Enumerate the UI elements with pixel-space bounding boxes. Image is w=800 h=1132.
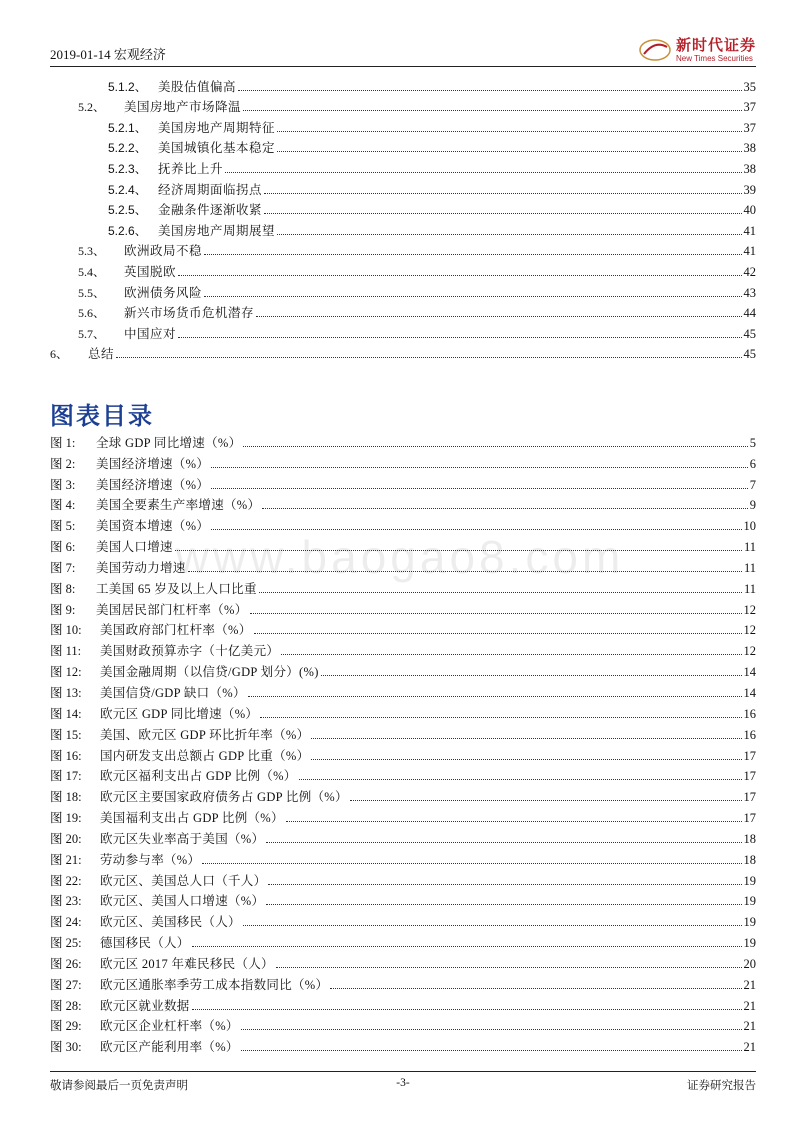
- toc-entry-title: 总结: [88, 347, 115, 362]
- toc-entry-number: 5.3、: [78, 244, 106, 259]
- dot-leader: [259, 592, 742, 593]
- figure-label: 图 29:: [50, 1019, 82, 1034]
- toc-entry[interactable]: [50, 95, 756, 116]
- figure-entry[interactable]: [50, 638, 756, 659]
- figures-heading: 图表目录: [50, 402, 154, 430]
- figure-page: 19: [743, 894, 756, 909]
- header-date: 2019-01-14: [50, 47, 111, 62]
- footer-disclaimer: 敬请参阅最后一页免责声明: [50, 1080, 188, 1092]
- dot-leader: [321, 675, 742, 676]
- figure-entry[interactable]: [50, 868, 756, 889]
- figure-entry[interactable]: [50, 451, 756, 472]
- figure-title: 欧元区 GDP 同比增速（%）: [100, 706, 259, 721]
- figure-page: 21: [743, 1019, 756, 1034]
- dot-leader: [286, 821, 742, 822]
- figure-label: 图 20:: [50, 831, 82, 846]
- figure-label: 图 16:: [50, 748, 82, 763]
- toc-entry-number: 5.2.2、: [108, 141, 147, 156]
- dot-leader: [277, 151, 741, 152]
- figure-label: 图 1:: [50, 435, 76, 450]
- dot-leader: [250, 613, 742, 614]
- figure-entry[interactable]: [50, 680, 756, 701]
- figure-title: 德国移民（人）: [100, 936, 190, 951]
- figure-entry[interactable]: [50, 472, 756, 493]
- dot-leader: [238, 90, 741, 91]
- toc-entry[interactable]: [50, 301, 756, 322]
- figure-page: 12: [743, 602, 756, 617]
- figure-label: 图 15:: [50, 727, 82, 742]
- dot-leader: [211, 488, 748, 489]
- figure-entry[interactable]: [50, 659, 756, 680]
- figure-page: 14: [743, 665, 756, 680]
- toc-entry[interactable]: [50, 136, 756, 157]
- toc-entry[interactable]: [50, 177, 756, 198]
- dot-leader: [256, 316, 741, 317]
- toc-entry-page: 42: [743, 264, 756, 279]
- figure-page: 11: [743, 540, 756, 555]
- dot-leader: [192, 946, 742, 947]
- figure-label: 图 19:: [50, 811, 82, 826]
- figure-entry[interactable]: [50, 576, 756, 597]
- figure-entry[interactable]: [50, 784, 756, 805]
- figure-page: 18: [743, 831, 756, 846]
- toc-entry-title: 经济周期面临拐点: [158, 182, 263, 197]
- figure-page: 14: [743, 685, 756, 700]
- watermark: www.baogao8.com: [175, 531, 625, 583]
- figure-title: 欧元区、美国移民（人）: [100, 915, 241, 930]
- dot-leader: [268, 884, 741, 885]
- toc-entry[interactable]: [50, 198, 756, 219]
- figure-label: 图 6:: [50, 540, 76, 555]
- dot-leader: [281, 654, 741, 655]
- figure-title: 美国劳动力增速: [96, 560, 186, 575]
- dot-leader: [260, 717, 741, 718]
- toc-entry-number: 5.6、: [78, 306, 106, 321]
- toc-entry-page: 37: [743, 120, 756, 135]
- figure-entry[interactable]: [50, 701, 756, 722]
- dot-leader: [311, 759, 741, 760]
- figure-title: 欧元区、美国人口增速（%）: [100, 894, 265, 909]
- figure-entry[interactable]: [50, 764, 756, 785]
- table-of-contents: [50, 74, 756, 362]
- dot-leader: [277, 131, 741, 132]
- toc-entry-page: 37: [743, 100, 756, 115]
- toc-entry-title: 美国房地产周期特征: [158, 120, 276, 135]
- dot-leader: [266, 904, 741, 905]
- figure-page: 19: [743, 936, 756, 951]
- figure-title: 美国居民部门杠杆率（%）: [96, 602, 248, 617]
- toc-entry-number: 5.2、: [78, 100, 106, 115]
- toc-entry-page: 41: [743, 244, 756, 259]
- toc-entry-page: 38: [743, 161, 756, 176]
- figure-title: 美国财政预算赤字（十亿美元）: [100, 644, 280, 659]
- dot-leader: [254, 633, 742, 634]
- figure-entry[interactable]: [50, 493, 756, 514]
- toc-entry-title: 美国房地产市场降温: [124, 100, 242, 115]
- toc-entry[interactable]: [50, 280, 756, 301]
- figure-title: 欧元区通胀率季劳工成本指数同比（%）: [100, 977, 329, 992]
- toc-entry-number: 5.7、: [78, 326, 106, 341]
- figure-entry[interactable]: [50, 847, 756, 868]
- toc-entry-title: 欧洲政局不稳: [124, 244, 203, 259]
- dot-leader: [330, 988, 741, 989]
- toc-entry[interactable]: [50, 239, 756, 260]
- figure-title: 美国全要素生产率增速（%）: [96, 498, 261, 513]
- footer-report-type: 证券研究报告: [687, 1080, 756, 1092]
- dot-leader: [264, 213, 741, 214]
- figure-label: 图 18:: [50, 790, 82, 805]
- header-text: [50, 44, 166, 63]
- toc-entry-title: 新兴市场货币危机潜存: [124, 306, 255, 321]
- figure-entry[interactable]: [50, 555, 756, 576]
- toc-entry-title: 英国脱欧: [124, 264, 177, 279]
- figure-page: 21: [743, 977, 756, 992]
- toc-entry-number: 5.4、: [78, 264, 106, 279]
- figure-entry[interactable]: [50, 722, 756, 743]
- figure-page: 21: [743, 998, 756, 1013]
- figure-entry[interactable]: [50, 513, 756, 534]
- header-category: 宏观经济: [113, 47, 166, 62]
- dot-leader: [192, 1009, 742, 1010]
- toc-entry-number: 5.2.6、: [108, 223, 147, 238]
- figure-title: 欧元区 2017 年难民移民（人）: [100, 956, 274, 971]
- figure-title: 欧元区企业杠杆率（%）: [100, 1019, 239, 1034]
- dot-leader: [243, 110, 741, 111]
- dot-leader: [299, 779, 742, 780]
- dot-leader: [243, 446, 747, 447]
- figure-page: 11: [743, 560, 756, 575]
- figure-label: 图 27:: [50, 977, 82, 992]
- figure-label: 图 17:: [50, 769, 82, 784]
- figure-page: 17: [743, 790, 756, 805]
- figure-label: 图 24:: [50, 915, 82, 930]
- logo-mark-icon: [638, 38, 672, 62]
- figure-page: 17: [743, 811, 756, 826]
- figure-page: 20: [743, 956, 756, 971]
- figure-label: 图 26:: [50, 956, 82, 971]
- logo-name-en: New Times Securities: [675, 53, 753, 63]
- toc-entry-title: 美国城镇化基本稳定: [158, 141, 276, 156]
- figure-label: 图 28:: [50, 998, 82, 1013]
- figure-entry[interactable]: [50, 805, 756, 826]
- toc-entry-title: 抚养比上升: [158, 161, 224, 176]
- dot-leader: [178, 275, 741, 276]
- figure-title: 全球 GDP 同比增速（%）: [96, 435, 242, 450]
- figure-entry[interactable]: [50, 826, 756, 847]
- dot-leader: [276, 967, 742, 968]
- toc-entry[interactable]: [50, 218, 756, 239]
- figure-page: 16: [743, 706, 756, 721]
- figure-title: 欧元区主要国家政府债务占 GDP 比例（%）: [100, 790, 348, 805]
- toc-entry-number: 5.2.3、: [108, 161, 147, 176]
- figure-title: 美国资本增速（%）: [96, 519, 210, 534]
- figure-entry[interactable]: [50, 1034, 756, 1055]
- toc-entry-number: 5.5、: [78, 285, 106, 300]
- figure-label: 图 22:: [50, 873, 82, 888]
- figure-title: 美国、欧元区 GDP 环比折年率（%）: [100, 727, 310, 742]
- figure-entry[interactable]: [50, 951, 756, 972]
- dot-leader: [211, 529, 741, 530]
- figure-entry[interactable]: [50, 889, 756, 910]
- dot-leader: [202, 863, 741, 864]
- dot-leader: [248, 696, 742, 697]
- toc-entry[interactable]: [50, 156, 756, 177]
- figure-title: 美国经济增速（%）: [96, 477, 210, 492]
- figure-title: 美国信贷/GDP 缺口（%）: [100, 685, 246, 700]
- figure-label: 图 25:: [50, 936, 82, 951]
- toc-entry-number: 5.1.2、: [108, 79, 147, 94]
- figure-label: 图 12:: [50, 665, 82, 680]
- dot-leader: [204, 254, 741, 255]
- figure-title: 欧元区、美国总人口（千人）: [100, 873, 267, 888]
- figure-title: 欧元区就业数据: [100, 998, 190, 1013]
- toc-entry-number: 5.2.4、: [108, 182, 147, 197]
- figure-title: 美国政府部门杠杆率（%）: [100, 623, 252, 638]
- figure-page: 10: [743, 519, 756, 534]
- toc-entry[interactable]: [50, 115, 756, 136]
- figure-page: 19: [743, 915, 756, 930]
- company-logo: [638, 36, 756, 64]
- toc-entry[interactable]: [50, 342, 756, 363]
- toc-entry-page: 43: [743, 285, 756, 300]
- dot-leader: [241, 1029, 742, 1030]
- dot-leader: [116, 357, 741, 358]
- figure-title: 欧元区失业率高于美国（%）: [100, 831, 265, 846]
- toc-entry[interactable]: [50, 259, 756, 280]
- dot-leader: [225, 172, 741, 173]
- dot-leader: [277, 234, 741, 235]
- toc-entry-page: 40: [743, 203, 756, 218]
- figure-page: 9: [749, 498, 756, 513]
- dot-leader: [311, 738, 741, 739]
- figure-page: 17: [743, 748, 756, 763]
- toc-entry-title: 美股估值偏高: [158, 79, 237, 94]
- figure-label: 图 2:: [50, 456, 76, 471]
- toc-entry-number: 6、: [50, 347, 69, 362]
- header-divider: [50, 66, 756, 67]
- figure-label: 图 9:: [50, 602, 76, 617]
- figure-page: 19: [743, 873, 756, 888]
- figure-label: 图 3:: [50, 477, 76, 492]
- figure-entry[interactable]: [50, 743, 756, 764]
- figure-entry[interactable]: [50, 597, 756, 618]
- figure-page: 12: [743, 644, 756, 659]
- figure-label: 图 30:: [50, 1040, 82, 1055]
- toc-entry-page: 45: [743, 326, 756, 341]
- toc-entry-number: 5.2.5、: [108, 203, 147, 218]
- toc-entry-page: 45: [743, 347, 756, 362]
- toc-entry-page: 44: [743, 306, 756, 321]
- figure-title: 美国福利支出占 GDP 比例（%）: [100, 811, 284, 826]
- figure-label: 图 11:: [50, 644, 82, 659]
- toc-entry-title: 金融条件逐渐收紧: [158, 203, 263, 218]
- toc-entry[interactable]: [50, 74, 756, 95]
- figure-entry[interactable]: [50, 430, 756, 451]
- figure-entry[interactable]: [50, 930, 756, 951]
- dot-leader: [175, 550, 742, 551]
- figure-label: 图 8:: [50, 581, 76, 596]
- toc-entry-page: 39: [743, 182, 756, 197]
- page-footer: [50, 1077, 756, 1095]
- figure-page: 18: [743, 852, 756, 867]
- dot-leader: [243, 925, 742, 926]
- figure-title: 国内研发支出总额占 GDP 比重（%）: [100, 748, 310, 763]
- figure-title: 工美国 65 岁及以上人口比重: [96, 581, 257, 596]
- figure-label: 图 23:: [50, 894, 82, 909]
- toc-entry-page: 41: [743, 223, 756, 238]
- dot-leader: [241, 1050, 742, 1051]
- figure-label: 图 21:: [50, 852, 82, 867]
- figure-entry[interactable]: [50, 534, 756, 555]
- page-header: [50, 36, 756, 64]
- toc-entry-number: 5.2.1、: [108, 120, 147, 135]
- figure-title: 欧元区产能利用率（%）: [100, 1040, 239, 1055]
- dot-leader: [264, 193, 741, 194]
- figure-label: 图 7:: [50, 560, 76, 575]
- dot-leader: [204, 296, 741, 297]
- figure-entry[interactable]: [50, 972, 756, 993]
- figure-title: 美国经济增速（%）: [96, 456, 210, 471]
- figure-title: 美国金融周期（以信贷/GDP 划分）(%): [100, 665, 319, 680]
- logo-name-cn: 新时代证券: [675, 35, 756, 54]
- figure-entry[interactable]: [50, 909, 756, 930]
- dot-leader: [266, 842, 741, 843]
- figure-title: 美国人口增速: [96, 540, 173, 555]
- figures-list: [50, 430, 756, 1055]
- toc-entry[interactable]: [50, 321, 756, 342]
- figure-page: 21: [743, 1040, 756, 1055]
- figure-entry[interactable]: [50, 993, 756, 1014]
- dot-leader: [178, 337, 741, 338]
- toc-entry-title: 美国房地产周期展望: [158, 223, 276, 238]
- figure-page: 6: [749, 456, 756, 471]
- dot-leader: [188, 571, 742, 572]
- figure-label: 图 13:: [50, 685, 82, 700]
- toc-entry-title: 中国应对: [124, 326, 177, 341]
- figure-page: 11: [743, 581, 756, 596]
- figure-label: 图 5:: [50, 519, 76, 534]
- figure-title: 劳动参与率（%）: [100, 852, 201, 867]
- page-number: -3-: [396, 1077, 410, 1089]
- dot-leader: [262, 508, 747, 509]
- dot-leader: [211, 467, 748, 468]
- figure-page: 16: [743, 727, 756, 742]
- figure-title: 欧元区福利支出占 GDP 比例（%）: [100, 769, 297, 784]
- figure-label: 图 14:: [50, 706, 82, 721]
- figure-page: 7: [749, 477, 756, 492]
- figure-page: 17: [743, 769, 756, 784]
- figure-entry[interactable]: [50, 618, 756, 639]
- figure-page: 5: [749, 435, 756, 450]
- toc-entry-title: 欧洲债务风险: [124, 285, 203, 300]
- toc-entry-page: 35: [743, 79, 756, 94]
- dot-leader: [350, 800, 742, 801]
- figure-label: 图 4:: [50, 498, 76, 513]
- figure-page: 12: [743, 623, 756, 638]
- toc-entry-page: 38: [743, 141, 756, 156]
- figure-label: 图 10:: [50, 623, 82, 638]
- figure-entry[interactable]: [50, 1014, 756, 1035]
- footer-divider: [50, 1071, 756, 1072]
